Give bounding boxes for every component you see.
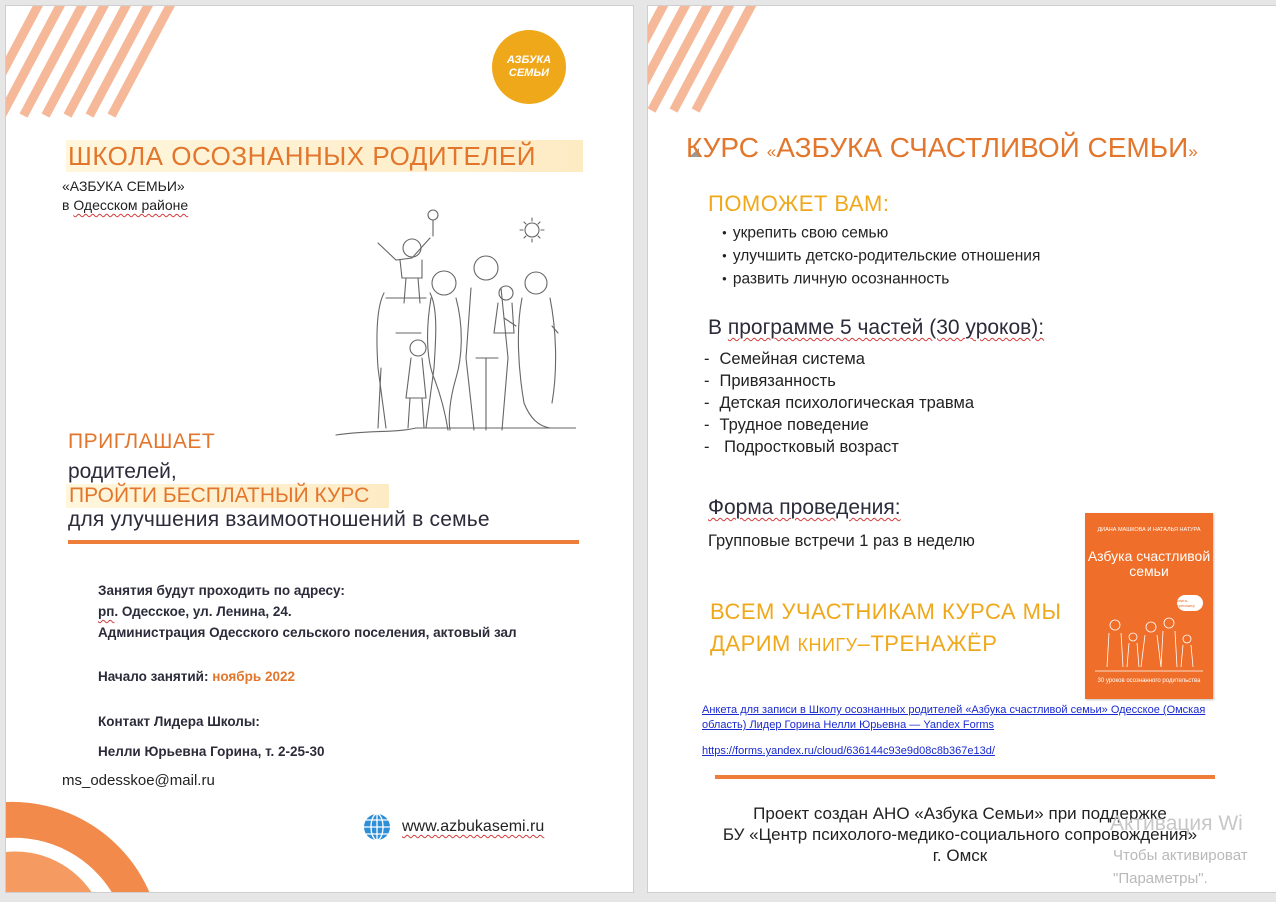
course-quote-open: « (766, 142, 777, 161)
contact-label: Контакт Лидера Школы: (98, 714, 260, 729)
start-date (98, 669, 295, 684)
form-link-line-2[interactable]: область) Лидер Горина Нелли Юрьевна — Yandex Forms (702, 719, 995, 731)
course-title-main: КУРС (686, 132, 767, 163)
book-badge: книга-тренажер (1177, 595, 1203, 611)
logo-line-1: АЗБУКА (506, 54, 552, 66)
address-label: Занятия будут проходить по адресу: (98, 583, 345, 598)
school-subtitle: «АЗБУКА СЕМЬИ» (62, 178, 185, 194)
form-heading: Форма проведения: (708, 496, 901, 519)
region-text: Одесском районе (73, 197, 189, 213)
family-line-illustration-icon (326, 198, 576, 443)
invite-heading: ПРИГЛАШАЕТ (68, 430, 216, 453)
program-prefix: В (708, 316, 728, 339)
document-page-right (648, 6, 1276, 892)
book-authors: ДИАНА МАШКОВА И НАТАЛЬЯ НАТУРА (1097, 527, 1201, 533)
list-item: - Подростковый возраст (704, 436, 974, 458)
list-item: ● улучшить детско-родительские отношения (722, 245, 1040, 268)
invite-audience: родителей, (68, 460, 177, 483)
course-quote-close: » (1188, 142, 1198, 161)
invite-purpose: для улучшения взаимоотношений в семье (68, 508, 490, 531)
document-page-left (6, 6, 633, 892)
book-title: Азбука счастливой семьи (1087, 548, 1211, 579)
address-prefix: рп (98, 604, 115, 619)
gift-line-1: ВСЕМ УЧАСТНИКАМ КУРСА МЫ (710, 599, 1062, 624)
list-item: - Семейная система (704, 348, 974, 370)
helps-list (722, 222, 1040, 291)
form-url-link[interactable]: https://forms.yandex.ru/cloud/636144c93e9d08c8b367e13d/ (702, 745, 995, 757)
course-title-name: АЗБУКА СЧАСТЛИВОЙ СЕМЬИ (776, 132, 1189, 163)
book-footer: 30 уроков осознанного родительства (1097, 678, 1201, 684)
contact-value: Нелли Юрьевна Горина, т. 2-25-30 (98, 744, 325, 759)
address-line-2: Администрация Одесского сельского поселения, актовый зал (98, 625, 517, 640)
decorative-stripes (648, 6, 768, 116)
website-link[interactable]: www.azbukasemi.ru (402, 818, 545, 835)
address-line-1 (98, 604, 292, 619)
divider-rule (715, 775, 1215, 779)
invite-free-course: ПРОЙТИ БЕСПЛАТНЫЙ КУРС (66, 484, 389, 508)
program-heading-text: программе 5 частей (30 уроков): (727, 316, 1045, 339)
credit-line-1: Проект создан АНО «Азбука Семьи» при поддержке (753, 804, 1167, 823)
decorative-stripes (6, 6, 186, 126)
credit-line-2: БУ «Центр психолого-медико-социального сопровождения» (722, 825, 1198, 844)
program-list (704, 348, 974, 458)
activation-watermark-text: Чтобы активироват (1113, 847, 1248, 864)
gift-part-a: ДАРИМ (710, 631, 798, 656)
book-family-drawing-icon (1093, 607, 1205, 677)
list-item: - Трудное поведение (704, 414, 974, 436)
gift-part-c: –ТРЕНАЖЁР (857, 631, 998, 656)
book-cover-image (1085, 513, 1213, 699)
gift-part-b: КНИГУ (797, 635, 858, 655)
school-title: ШКОЛА ОСОЗНАННЫХ РОДИТЕЛЕЙ (66, 140, 583, 172)
address-rest: . Одесское, ул. Ленина, 24. (114, 604, 292, 619)
list-item: ● развить личную осознанность (722, 268, 1040, 291)
globe-icon (362, 812, 392, 842)
helps-heading: ПОМОЖЕТ ВАМ: (708, 191, 890, 216)
list-item: ● укрепить свою семью (722, 222, 1040, 245)
gift-line-2 (710, 631, 997, 657)
website-block[interactable] (362, 812, 544, 842)
azbuka-logo-badge (492, 30, 566, 104)
program-heading (708, 316, 1044, 340)
credit-line-3: г. Омск (932, 846, 988, 865)
form-value: Групповые встречи 1 раз в неделю (708, 532, 975, 550)
divider-rule (68, 540, 579, 544)
list-item: - Привязанность (704, 370, 974, 392)
contact-email[interactable]: ms_odesskoe@mail.ru (62, 772, 215, 789)
logo-line-2: СЕМЬИ (508, 67, 550, 79)
start-label: Начало занятий: (98, 669, 213, 684)
course-title (686, 132, 1198, 164)
start-value: ноябрь 2022 (212, 669, 295, 684)
list-item: - Детская психологическая травма (704, 392, 974, 414)
activation-watermark-title: Активация Wi (1110, 812, 1243, 835)
region-prefix: в (62, 197, 74, 213)
activation-watermark-settings: "Параметры". (1113, 870, 1208, 887)
decorative-corner-arcs (6, 786, 206, 892)
school-region (62, 197, 188, 213)
form-link-line-1[interactable]: Анкета для записи в Школу осознанных родителей «Азбука счастливой семьи» Одесское (Омская (702, 704, 1206, 716)
